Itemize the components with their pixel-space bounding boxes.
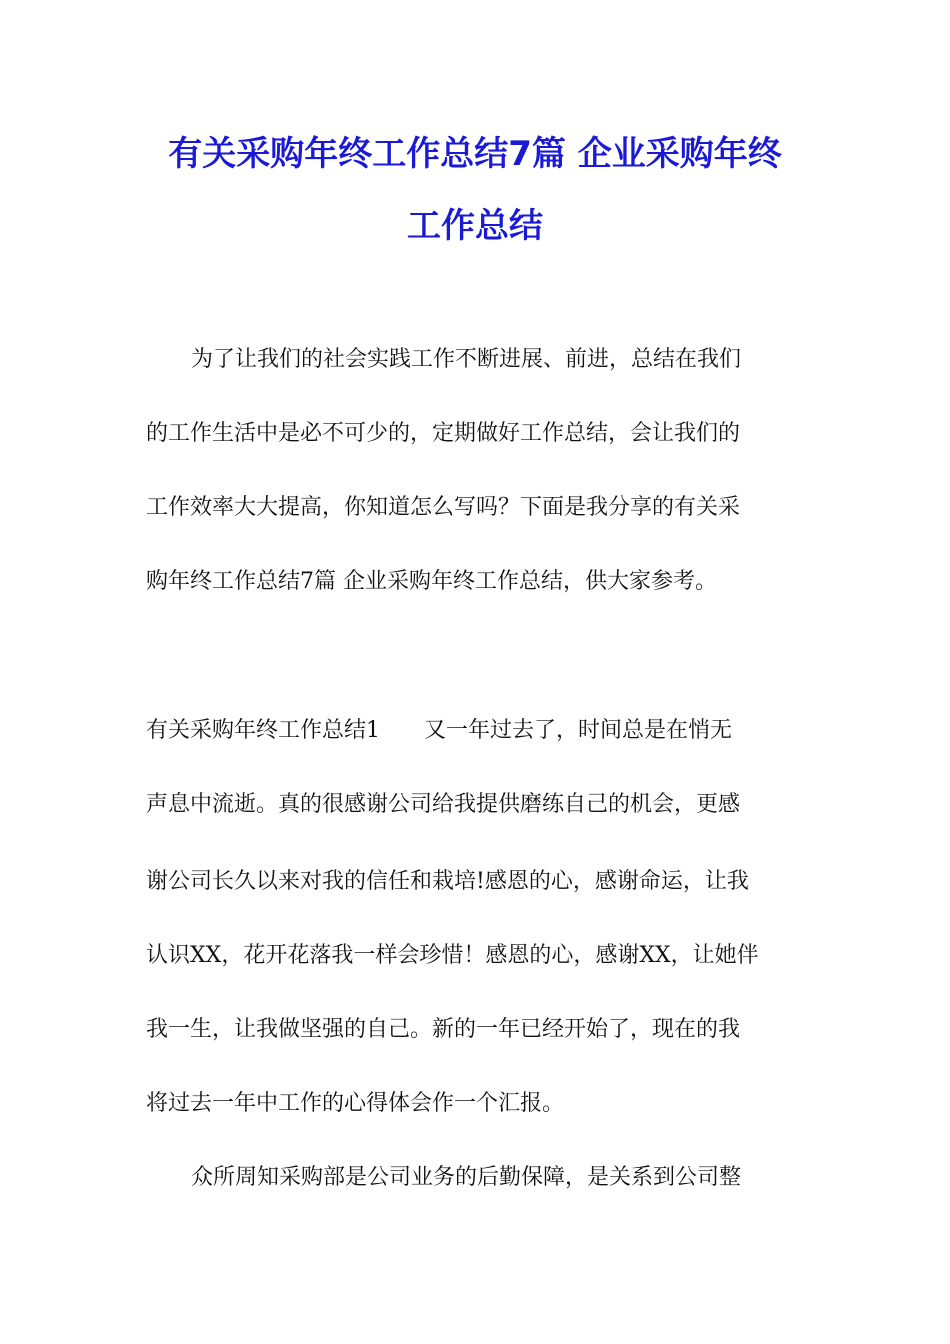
paragraph2-line-1: 众所周知采购部是公司业务的后勤保障，是关系到公司整 — [191, 1165, 742, 1190]
section1-line-6: 将过去一年中工作的心得体会作一个汇报。 — [146, 1091, 565, 1116]
section1-line-2: 声息中流逝。真的很感谢公司给我提供磨练自己的机会，更感 — [146, 792, 741, 817]
section1-line-4: 认识XX，花开花落我一样会珍惜！感恩的心，感谢XX，让她伴 — [146, 943, 759, 968]
intro-line-1: 为了让我们的社会实践工作不断进展、前进，总结在我们 — [191, 347, 742, 372]
section1-line-3: 谢公司长久以来对我的信任和栽培!感恩的心，感谢命运，让我 — [146, 869, 749, 894]
intro-line-2: 的工作生活中是必不可少的，定期做好工作总结，会让我们的 — [146, 421, 741, 446]
section1-line-1: 有关采购年终工作总结1 又一年过去了，时间总是在悄无 — [146, 718, 732, 743]
section1-line-5: 我一生，让我做坚强的自己。新的一年已经开始了，现在的我 — [146, 1017, 741, 1042]
intro-line-4: 购年终工作总结7篇 企业采购年终工作总结，供大家参考。 — [146, 569, 717, 594]
intro-line-3: 工作效率大大提高，你知道怎么写吗？下面是我分享的有关采 — [146, 495, 741, 520]
document-title-line-1: 有关采购年终工作总结7篇 企业采购年终 — [168, 134, 782, 174]
document-title-line-2: 工作总结 — [407, 206, 543, 246]
